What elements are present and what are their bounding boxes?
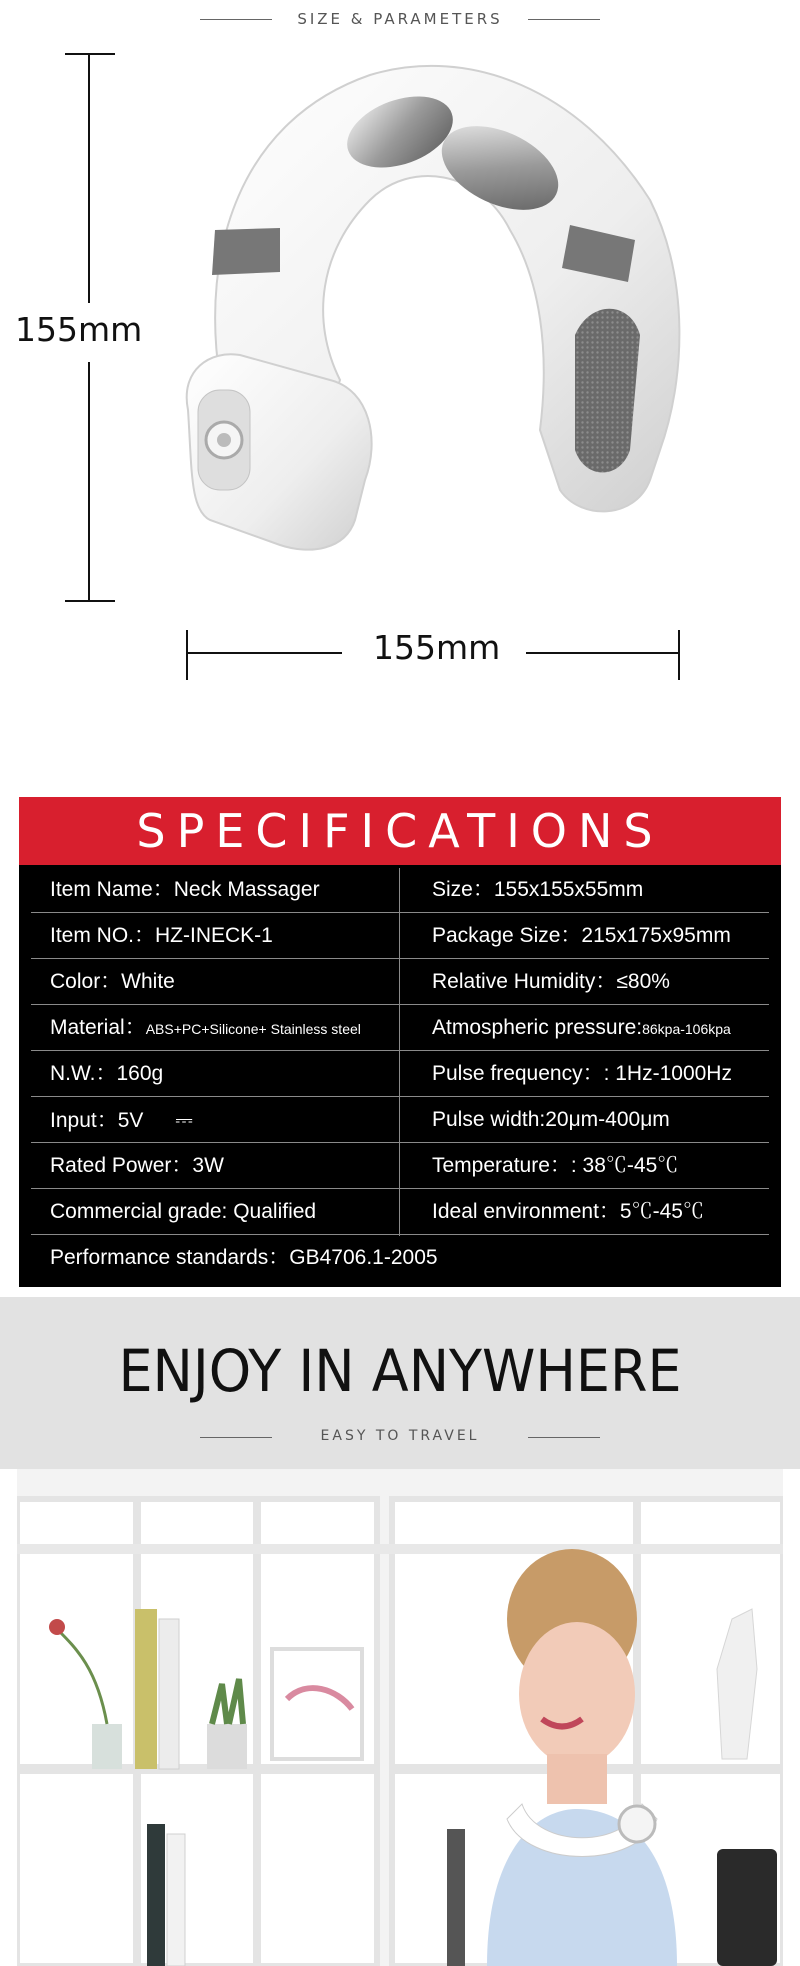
height-dimension-bottom-tick (65, 600, 115, 602)
width-dimension-line-right (526, 652, 680, 654)
table-row (31, 1143, 769, 1189)
spec-item-no: Item NO.：HZ-INECK-1 (50, 924, 273, 947)
lifestyle-photo (17, 1469, 783, 1966)
spec-net-weight: N.W.：160g (50, 1062, 164, 1085)
dc-symbol-icon: ⎓ (175, 1107, 193, 1132)
neck-massager-image (180, 50, 700, 590)
specifications-table (19, 797, 781, 1287)
spec-material (50, 1005, 410, 1050)
subtitle-rule-right (528, 1437, 600, 1438)
table-row (31, 1189, 769, 1235)
table-row (31, 1051, 769, 1097)
table-row (31, 1005, 769, 1051)
table-row (31, 959, 769, 1005)
spec-input (50, 1097, 410, 1142)
title-rule-right (528, 19, 600, 20)
table-row (31, 1235, 769, 1280)
spec-temperature: Temperature：: 38℃-45℃ (432, 1154, 679, 1177)
spec-relative-humidity: Relative Humidity：≤80% (432, 970, 670, 993)
spec-item-name: Item Name：Neck Massager (50, 878, 320, 901)
table-row (31, 913, 769, 959)
width-dimension-label: 155mm (373, 628, 501, 667)
spec-color: Color：White (50, 970, 175, 993)
width-dimension-right-tick (678, 630, 680, 680)
spec-atmospheric-pressure-label: Atmospheric pressure: (432, 1016, 643, 1039)
height-dimension-top-tick (65, 53, 115, 55)
spec-atmospheric-pressure-value: 86kpa-106kpa (642, 1021, 731, 1037)
height-dimension-label: 155mm (15, 310, 143, 349)
height-dimension-line-bottom (88, 362, 90, 602)
enjoy-subtitle: EASY TO TRAVEL (320, 1428, 480, 1444)
spec-material-value: ABS+PC+Silicone+ Stainless steel (145, 1021, 361, 1037)
specifications-header: SPECIFICATIONS (19, 797, 781, 865)
spec-package-size: Package Size：215x175x95mm (432, 924, 731, 947)
table-row (31, 867, 769, 913)
width-dimension-line-left (186, 652, 342, 654)
size-section-title: SIZE & PARAMETERS (297, 10, 503, 28)
spec-commercial-grade: Commercial grade: Qualified (50, 1200, 317, 1223)
enjoy-banner (0, 1297, 800, 1469)
spec-material-label: Material： (50, 1016, 146, 1039)
spec-pulse-frequency: Pulse frequency：: 1Hz-1000Hz (432, 1062, 732, 1085)
spec-ideal-environment: Ideal environment：5℃-45℃ (432, 1200, 704, 1223)
spec-pulse-width: Pulse width:20μm-400μm (432, 1108, 670, 1131)
spec-size: Size：155x155x55mm (432, 878, 644, 901)
width-dimension-left-tick (186, 630, 188, 680)
height-dimension-line-top (88, 53, 90, 303)
spec-rated-power: Rated Power：3W (50, 1154, 224, 1177)
table-column-divider (399, 868, 400, 1236)
spec-input-value: Input：5V (50, 1109, 144, 1132)
spec-performance-standards: Performance standards：GB4706.1-2005 (50, 1246, 438, 1269)
spec-atmospheric-pressure (432, 1005, 772, 1050)
enjoy-title: ENJOY IN ANYWHERE (118, 1337, 682, 1405)
table-row (31, 1097, 769, 1143)
subtitle-rule-left (200, 1437, 272, 1438)
